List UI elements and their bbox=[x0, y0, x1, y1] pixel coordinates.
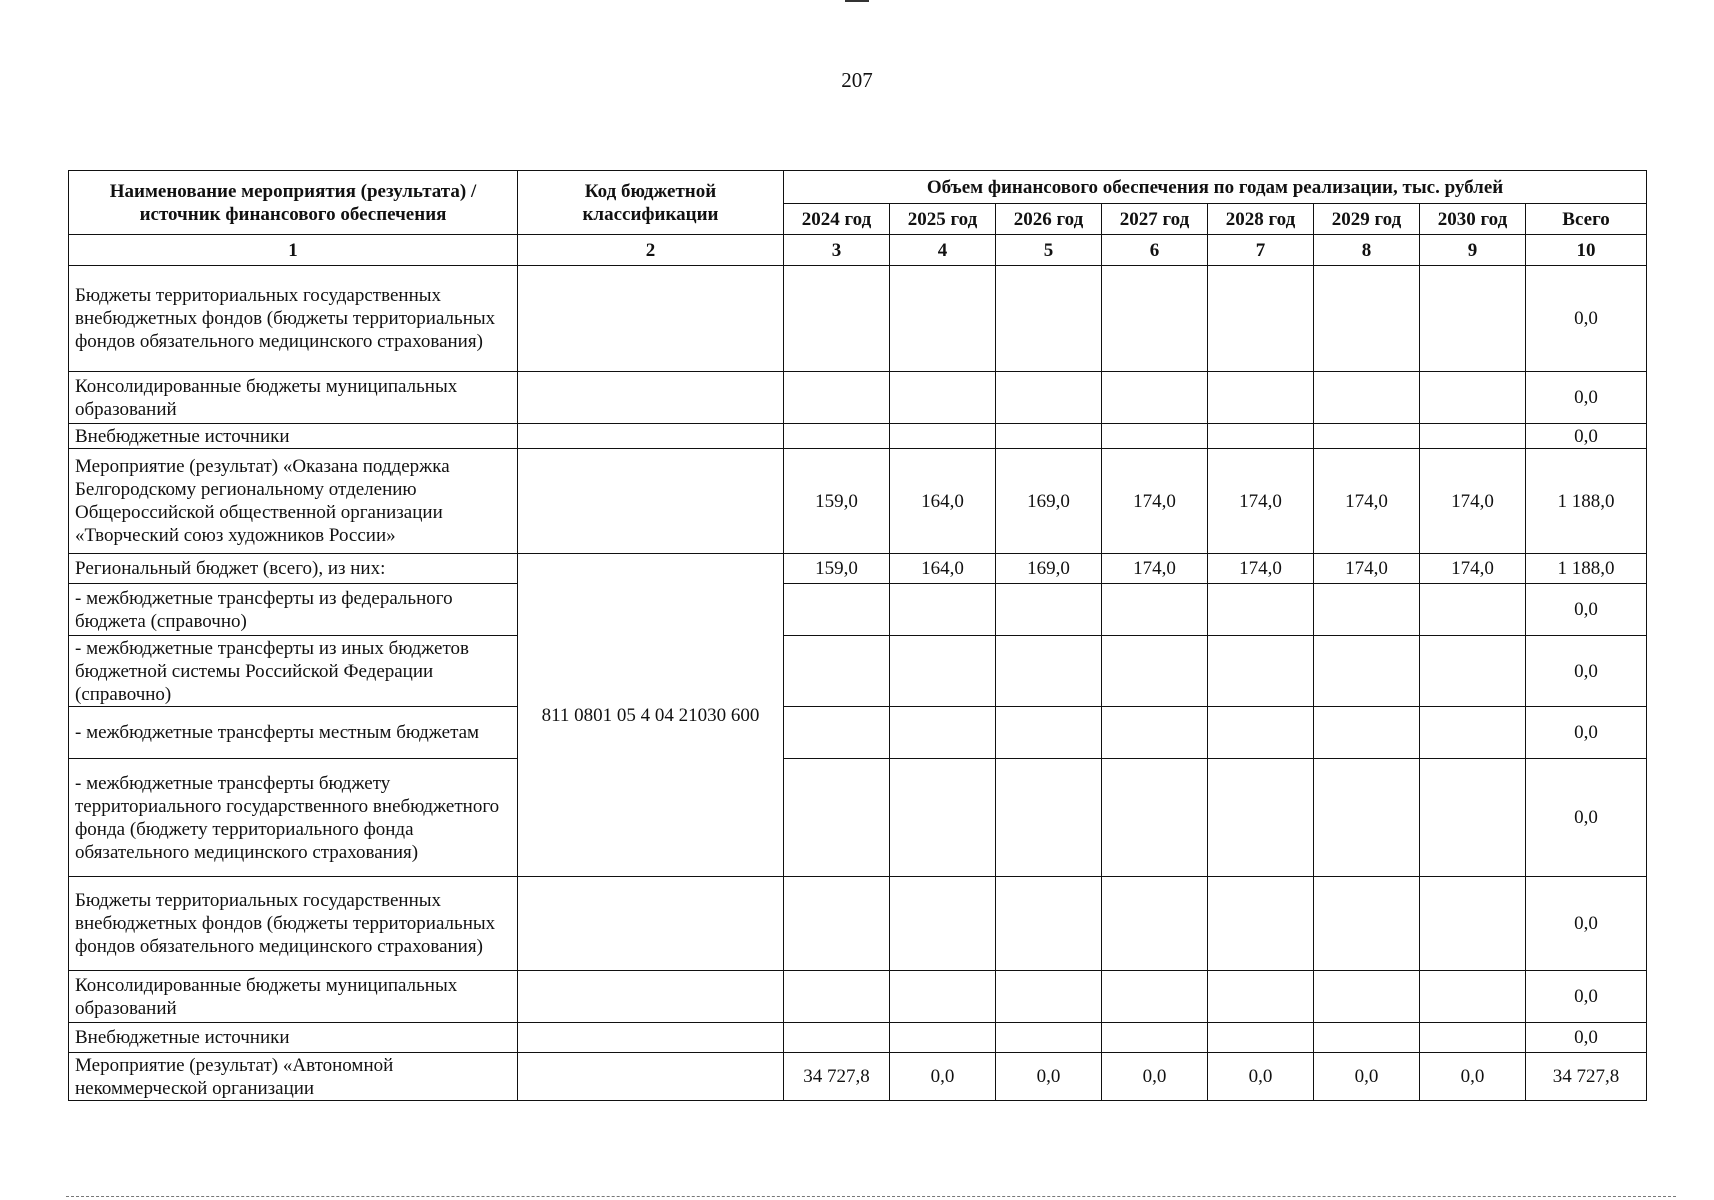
row-name: - межбюджетные трансферты из иных бюджетов бюджетной системы Российской Федерации (справочно) bbox=[69, 636, 518, 707]
row-name: - межбюджетные трансферты бюджету территориального государственного внебюджетного фонда (бюджету территориального фонда обязательного медицинского страхования) bbox=[69, 759, 518, 877]
table-row bbox=[69, 372, 1647, 424]
value-cell: 0,0 bbox=[1208, 1053, 1314, 1101]
column-number: 6 bbox=[1102, 235, 1208, 266]
column-number-row bbox=[69, 235, 1647, 266]
row-total: 34 727,8 bbox=[1526, 1053, 1647, 1101]
value-cell: 174,0 bbox=[1314, 554, 1420, 584]
row-name: Бюджеты территориальных государственных внебюджетных фондов (бюджеты территориальных фондов обязательного медицинского страхования) bbox=[69, 266, 518, 372]
row-name: - межбюджетные трансферты из федерального бюджета (справочно) bbox=[69, 584, 518, 636]
value-cell: 174,0 bbox=[1314, 449, 1420, 554]
row-total: 0,0 bbox=[1526, 759, 1647, 877]
budget-code-cell bbox=[518, 1053, 784, 1101]
table-row bbox=[69, 971, 1647, 1023]
column-number: 10 bbox=[1526, 235, 1647, 266]
value-cell: 0,0 bbox=[996, 1053, 1102, 1101]
table-row bbox=[69, 449, 1647, 554]
budget-code-cell bbox=[518, 1023, 784, 1053]
value-cell: 159,0 bbox=[784, 449, 890, 554]
row-name: Мероприятие (результат) «Автономной некоммерческой организации bbox=[69, 1053, 518, 1101]
header-year: 2026 год bbox=[996, 204, 1102, 235]
column-number: 9 bbox=[1420, 235, 1526, 266]
row-name: Региональный бюджет (всего), из них: bbox=[69, 554, 518, 584]
row-total: 0,0 bbox=[1526, 1023, 1647, 1053]
value-cell: 0,0 bbox=[1314, 1053, 1420, 1101]
budget-code-cell bbox=[518, 449, 784, 554]
value-cell: 174,0 bbox=[1102, 554, 1208, 584]
header-year: 2024 год bbox=[784, 204, 890, 235]
row-total: 0,0 bbox=[1526, 636, 1647, 707]
table-row bbox=[69, 636, 1647, 707]
bottom-rule bbox=[66, 1196, 1676, 1197]
budget-code-cell bbox=[518, 266, 784, 372]
budget-code-cell bbox=[518, 877, 784, 971]
table-row bbox=[69, 1023, 1647, 1053]
value-cell: 169,0 bbox=[996, 449, 1102, 554]
row-total: 0,0 bbox=[1526, 266, 1647, 372]
row-total: 0,0 bbox=[1526, 424, 1647, 449]
column-number: 5 bbox=[996, 235, 1102, 266]
financing-table bbox=[68, 170, 1647, 1101]
column-number: 2 bbox=[518, 235, 784, 266]
table-row bbox=[69, 759, 1647, 877]
row-total: 0,0 bbox=[1526, 707, 1647, 759]
column-number: 8 bbox=[1314, 235, 1420, 266]
header-year: 2029 год bbox=[1314, 204, 1420, 235]
value-cell: 0,0 bbox=[890, 1053, 996, 1101]
budget-code-cell bbox=[518, 971, 784, 1023]
row-total: 0,0 bbox=[1526, 584, 1647, 636]
table-row bbox=[69, 266, 1647, 372]
header-total: Всего bbox=[1526, 204, 1647, 235]
value-cell: 0,0 bbox=[1102, 1053, 1208, 1101]
page-top-mark bbox=[845, 0, 869, 2]
row-name: Внебюджетные источники bbox=[69, 1023, 518, 1053]
row-total: 0,0 bbox=[1526, 971, 1647, 1023]
column-number: 3 bbox=[784, 235, 890, 266]
budget-code-cell bbox=[518, 424, 784, 449]
row-name: Мероприятие (результат) «Оказана поддержка Белгородскому региональному отделению Общероссийской общественной организации «Творческий союз художников России» bbox=[69, 449, 518, 554]
value-cell: 174,0 bbox=[1102, 449, 1208, 554]
value-cell: 159,0 bbox=[784, 554, 890, 584]
table-row bbox=[69, 584, 1647, 636]
table-row bbox=[69, 554, 1647, 584]
value-cell: 174,0 bbox=[1208, 449, 1314, 554]
column-number: 7 bbox=[1208, 235, 1314, 266]
table-row bbox=[69, 424, 1647, 449]
row-name: Консолидированные бюджеты муниципальных образований bbox=[69, 971, 518, 1023]
row-total: 0,0 bbox=[1526, 877, 1647, 971]
table-row bbox=[69, 707, 1647, 759]
row-name: Бюджеты территориальных государственных внебюджетных фондов (бюджеты территориальных фондов обязательного медицинского страхования) bbox=[69, 877, 518, 971]
budget-code-cell bbox=[518, 372, 784, 424]
budget-code: 811 0801 05 4 04 21030 600 bbox=[518, 554, 784, 877]
header-year: 2027 год bbox=[1102, 204, 1208, 235]
value-cell: 174,0 bbox=[1420, 554, 1526, 584]
row-name: Внебюджетные источники bbox=[69, 424, 518, 449]
value-cell: 34 727,8 bbox=[784, 1053, 890, 1101]
header-year: 2030 год bbox=[1420, 204, 1526, 235]
header-year: 2025 год bbox=[890, 204, 996, 235]
header-year: 2028 год bbox=[1208, 204, 1314, 235]
header-name: Наименование мероприятия (результата) / источник финансового обеспечения bbox=[69, 171, 518, 235]
row-name: - межбюджетные трансферты местным бюджетам bbox=[69, 707, 518, 759]
value-cell: 174,0 bbox=[1208, 554, 1314, 584]
value-cell: 164,0 bbox=[890, 449, 996, 554]
page-number: 207 bbox=[841, 68, 873, 92]
row-total: 0,0 bbox=[1526, 372, 1647, 424]
value-cell: 164,0 bbox=[890, 554, 996, 584]
table-row bbox=[69, 1053, 1647, 1101]
header-volume: Объем финансового обеспечения по годам реализации, тыс. рублей bbox=[784, 171, 1647, 204]
value-cell: 0,0 bbox=[1420, 1053, 1526, 1101]
value-cell: 169,0 bbox=[996, 554, 1102, 584]
value-cell: 174,0 bbox=[1420, 449, 1526, 554]
table-row bbox=[69, 877, 1647, 971]
row-total: 1 188,0 bbox=[1526, 449, 1647, 554]
column-number: 4 bbox=[890, 235, 996, 266]
column-number: 1 bbox=[69, 235, 518, 266]
row-name: Консолидированные бюджеты муниципальных образований bbox=[69, 372, 518, 424]
header-code: Код бюджетной классификации bbox=[518, 171, 784, 235]
row-total: 1 188,0 bbox=[1526, 554, 1647, 584]
